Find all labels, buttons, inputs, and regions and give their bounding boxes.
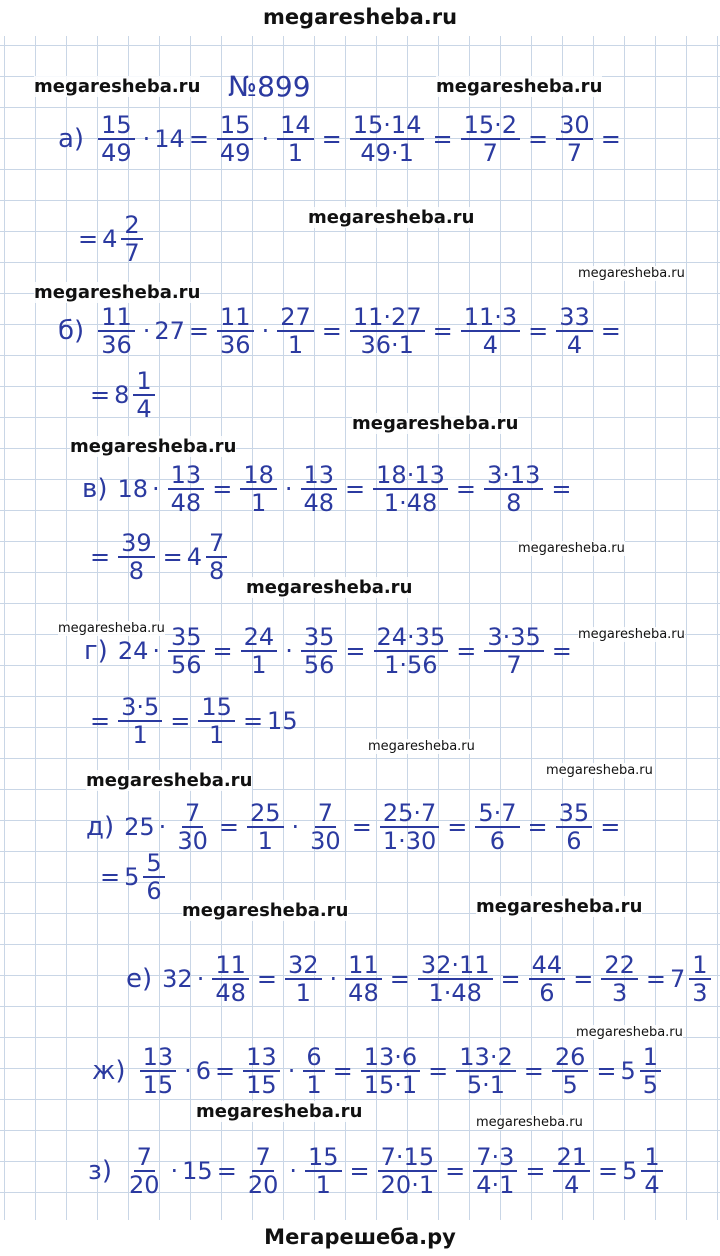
fraction: $\frac{14}{1}$ [277,112,314,166]
solution-a-result: = 4 $\frac{2}{7}$ [74,212,147,266]
fraction: $\frac{11\cdot 3}{4}$ [461,304,520,358]
fraction: $\frac{13\cdot 6}{15\cdot 1}$ [361,1044,420,1098]
fraction: $\frac{32\cdot 11}{1\cdot 48}$ [418,952,493,1006]
solution-v-result: = $\frac{39}{8}$ = 4 $\frac{7}{8}$ [86,530,231,584]
fraction: $\frac{39}{8}$ [118,530,155,584]
watermark: megaresheba.ru [546,763,653,778]
fraction: $\frac{21}{4}$ [553,1144,590,1198]
fraction: $\frac{13}{48}$ [301,462,338,516]
fraction: $\frac{44}{6}$ [529,952,566,1006]
fraction: $\frac{15}{49}$ [217,112,254,166]
fraction: $\frac{7}{8}$ [206,530,227,584]
watermark: megaresheba.ru [58,621,165,636]
solution-b: б) $\frac{11}{36}$ · 27 = $\frac{11}{36}$ · $\frac{27}{1}$ = $\frac{11\cdot 27}{36\cdot 1}$ = $\frac{11\cdot 3}{4}$ = $\frac{33}{4}$ = [58,303,621,359]
fraction: $\frac{1}{5}$ [640,1044,661,1098]
watermark: megaresheba.ru [576,1025,683,1040]
fraction: $\frac{35}{6}$ [556,800,593,854]
site-header: megaresheba.ru [0,0,720,36]
item-label: е) [126,964,153,994]
item-label: а) [58,124,85,154]
fraction: $\frac{13\cdot 2}{5\cdot 1}$ [456,1044,515,1098]
fraction: $\frac{26}{5}$ [552,1044,589,1098]
fraction: $\frac{33}{4}$ [556,304,593,358]
item-label: в) [82,474,108,504]
solution-v: в) 18 · $\frac{13}{48}$ = $\frac{18}{1}$ · $\frac{13}{48}$ = $\frac{18\cdot 13}{1\cdot 48}$ = $\frac{3\cdot 13}{8}$ = [82,461,572,517]
fraction: $\frac{6}{1}$ [303,1044,324,1098]
item-label: д) [86,812,115,842]
fraction: $\frac{3\cdot 35}{7}$ [484,624,543,678]
fraction: $\frac{11\cdot 27}{36\cdot 1}$ [350,304,425,358]
item-label: ж) [92,1056,126,1086]
fraction: $\frac{1}{3}$ [689,952,710,1006]
fraction: $\frac{7}{20}$ [128,1143,160,1199]
fraction: $\frac{25}{1}$ [247,800,284,854]
fraction: $\frac{1}{4}$ [641,1144,662,1198]
watermark: megaresheba.ru [518,541,625,556]
watermark: megaresheba.ru [476,1115,583,1130]
fraction: $\frac{30}{7}$ [556,112,593,166]
fraction: $\frac{15}{49}$ [98,112,135,166]
fraction: $\frac{2}{7}$ [121,212,142,266]
watermark: megaresheba.ru [246,577,413,598]
fraction: $\frac{15}{1}$ [198,694,235,748]
fraction: $\frac{3\cdot 13}{8}$ [484,462,543,516]
fraction: $\frac{22}{3}$ [601,952,638,1006]
fraction: $\frac{24\cdot 35}{1\cdot 56}$ [374,624,449,678]
fraction: $\frac{7\cdot 3}{4\cdot 1}$ [473,1144,517,1198]
site-footer: Мегарешеба.ру [0,1220,720,1256]
watermark: megaresheba.ru [34,76,201,97]
solution-d-result: = 5 $\frac{5}{6}$ [96,850,169,904]
fraction: $\frac{5}{6}$ [143,850,164,904]
fraction: $\frac{5\cdot 7}{6}$ [475,800,519,854]
fraction: $\frac{7}{30}$ [310,799,341,855]
fraction: $\frac{7}{20}$ [247,1143,279,1199]
watermark: megaresheba.ru [352,413,519,434]
watermark: megaresheba.ru [86,770,253,791]
watermark: megaresheba.ru [34,282,201,303]
fraction: $\frac{27}{1}$ [277,304,314,358]
fraction: $\frac{11}{36}$ [217,304,254,358]
fraction: $\frac{7}{30}$ [177,799,208,855]
fraction: $\frac{13}{48}$ [168,462,205,516]
watermark: megaresheba.ru [308,207,475,228]
fraction: $\frac{35}{56}$ [168,624,205,678]
watermark: megaresheba.ru [436,76,603,97]
watermark: megaresheba.ru [368,739,475,754]
watermark: megaresheba.ru [196,1101,363,1122]
fraction: $\frac{32}{1}$ [285,952,322,1006]
item-label: г) [84,636,108,666]
fraction: $\frac{13}{15}$ [140,1044,177,1098]
solution-e: е) 32 · $\frac{11}{48}$ = $\frac{32}{1}$ · $\frac{11}{48}$ = $\frac{32\cdot 11}{1\cdot 48}$ = $\frac{44}{6}$ = $\frac{22}{3}$ = 7 $\frac{1}{3}$ [126,952,715,1006]
solution-d: д) 25 · $\frac{7}{30}$ = $\frac{25}{1}$ · $\frac{7}{30}$ = $\frac{25\cdot 7}{1\cdot 30}$ = $\frac{5\cdot 7}{6}$ = $\frac{35}{6}$ = [86,799,621,855]
fraction: $\frac{35}{56}$ [301,624,338,678]
solution-a: а) $\frac{15}{49}$ · 14 = $\frac{15}{49}$ · $\frac{14}{1}$ = $\frac{15\cdot 14}{49\cdot 1}$ = $\frac{15\cdot 2}{7}$ = $\frac{30}{7}$ = [58,111,621,167]
solution-g: г) 24 · $\frac{35}{56}$ = $\frac{24}{1}$ · $\frac{35}{56}$ = $\frac{24\cdot 35}{1\cdot 56}$ = $\frac{3\cdot 35}{7}$ = [84,623,572,679]
solution-b-result: = 8 $\frac{1}{4}$ [86,368,159,422]
fraction: $\frac{25\cdot 7}{1\cdot 30}$ [380,800,439,854]
solution-g-result: = $\frac{3\cdot 5}{1}$ = $\frac{15}{1}$ = 15 [90,693,298,749]
watermark: megaresheba.ru [476,896,643,917]
fraction: $\frac{18}{1}$ [240,462,277,516]
fraction: $\frac{15}{1}$ [305,1144,342,1198]
watermark: megaresheba.ru [182,900,349,921]
fraction: $\frac{24}{1}$ [241,624,278,678]
watermark: megaresheba.ru [70,436,237,457]
fraction: $\frac{1}{4}$ [133,368,154,422]
item-label: б) [58,316,85,346]
solution-zh: ж) $\frac{13}{15}$ · 6 = $\frac{13}{15}$ · $\frac{6}{1}$ = $\frac{13\cdot 6}{15\cdot 1}$ = $\frac{13\cdot 2}{5\cdot 1}$ = $\frac{26}{5}$ = 5 $\frac{1}{5}$ [92,1044,665,1098]
fraction: $\frac{15\cdot 14}{49\cdot 1}$ [350,112,425,166]
task-number: №899 [228,70,311,103]
fraction: $\frac{13}{15}$ [243,1044,280,1098]
watermark: megaresheba.ru [578,266,685,281]
fraction: $\frac{11}{48}$ [212,952,249,1006]
fraction: $\frac{7\cdot 15}{20\cdot 1}$ [378,1144,437,1198]
fraction: $\frac{18\cdot 13}{1\cdot 48}$ [373,462,448,516]
fraction: $\frac{11}{36}$ [98,304,135,358]
watermark: megaresheba.ru [578,627,685,642]
fraction: $\frac{11}{48}$ [345,952,382,1006]
solution-z: з) $\frac{7}{20}$ · 15 = $\frac{7}{20}$ · $\frac{15}{1}$ = $\frac{7\cdot 15}{20\cdot 1}$ = $\frac{7\cdot 3}{4\cdot 1}$ = $\frac{21}{4}$ = 5 $\frac{1}{4}$ [88,1144,667,1198]
fraction: $\frac{15\cdot 2}{7}$ [461,112,520,166]
item-label: з) [88,1156,112,1186]
fraction: $\frac{3\cdot 5}{1}$ [118,694,162,748]
